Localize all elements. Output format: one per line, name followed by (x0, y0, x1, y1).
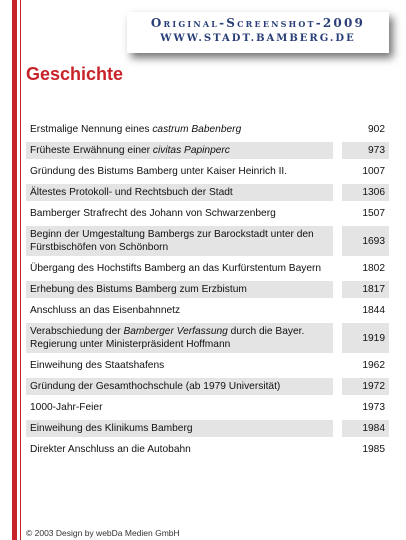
table-row (26, 357, 389, 374)
row-gap (333, 205, 342, 222)
event-emphasis: castrum Babenberg (152, 124, 242, 135)
event-cell (26, 302, 333, 319)
year-cell: 973 (342, 142, 389, 159)
row-gap (333, 184, 342, 201)
event-cell (26, 226, 333, 256)
table-row (26, 205, 389, 222)
table-row (26, 441, 389, 458)
row-gap (333, 163, 342, 180)
event-text: Einweihung des Klinikums Bamberg (30, 423, 193, 434)
table-row (26, 399, 389, 416)
year-cell: 1972 (342, 378, 389, 395)
year-cell: 1844 (362, 305, 385, 316)
event-text: Beginn der Umgestaltung Bambergs zur Barockstadt unter den Fürstbischöfen von Schönborn (30, 229, 314, 253)
table-row (26, 420, 389, 437)
year-cell: 1817 (342, 281, 389, 298)
event-text: Gründung der Gesamthochschule (ab 1979 Universität) (30, 381, 281, 392)
event-text: durch die Bayer. Regierung unter Ministerpräsident Hoffmann (30, 326, 305, 350)
event-text: Bamberger Strafrecht des Johann von Schwarzenberg (30, 208, 276, 219)
row-gap (333, 260, 342, 277)
watermark-line-1: Original-Screenshot-2009 (150, 16, 366, 30)
event-cell (26, 399, 333, 416)
event-text: Anschluss an das Eisenbahnnetz (30, 305, 181, 316)
event-cell (26, 205, 333, 222)
watermark-line-2: WWW.STADT.BAMBERG.DE (160, 33, 356, 44)
screenshot-watermark (127, 12, 389, 53)
year-cell: 1007 (362, 166, 385, 177)
event-text: Ältestes Protokoll- und Rechtsbuch der Stadt (30, 187, 233, 198)
event-cell (26, 121, 333, 138)
event-text: 1000-Jahr-Feier (30, 402, 103, 413)
row-gap (333, 226, 342, 256)
year-cell: 1693 (342, 226, 389, 256)
row-gap (333, 357, 342, 374)
table-row (26, 302, 389, 319)
table-row (26, 323, 389, 353)
event-cell (26, 163, 333, 180)
event-text: Erhebung des Bistums Bamberg zum Erzbistum (30, 284, 247, 295)
row-gap (333, 302, 342, 319)
year-cell: 1985 (362, 444, 385, 455)
table-row (26, 378, 389, 395)
event-cell (26, 378, 333, 395)
event-text: Direkter Anschluss an die Autobahn (30, 444, 191, 455)
row-gap (333, 441, 342, 458)
event-text: Verabschiedung der (30, 326, 124, 337)
event-cell (26, 441, 333, 458)
table-row (26, 226, 389, 256)
history-table-body (26, 121, 389, 458)
event-cell (26, 420, 333, 437)
table-row (26, 184, 389, 201)
left-red-line (20, 0, 21, 540)
year-cell: 1962 (362, 360, 385, 371)
page-title: Geschichte (26, 64, 124, 84)
copyright-footer: © 2003 Design by webDa Medien GmbH (26, 528, 180, 538)
event-cell (26, 281, 333, 298)
row-gap (333, 281, 342, 298)
event-cell (26, 184, 333, 201)
event-text: Einweihung des Staatshafens (30, 360, 165, 371)
year-cell: 1973 (362, 402, 385, 413)
row-gap (333, 142, 342, 159)
row-gap (333, 323, 342, 353)
year-cell: 1984 (342, 420, 389, 437)
year-cell: 1507 (362, 208, 385, 219)
row-gap (333, 420, 342, 437)
year-cell: 902 (368, 124, 385, 135)
event-text: Gründung des Bistums Bamberg unter Kaiser Heinrich II. (30, 166, 288, 177)
year-cell: 1306 (342, 184, 389, 201)
row-gap (333, 399, 342, 416)
event-text: Übergang des Hochstifts Bamberg an das Kurfürstentum Bayern (30, 263, 322, 274)
year-cell: 1802 (362, 263, 385, 274)
row-gap (333, 378, 342, 395)
year-cell: 1919 (342, 323, 389, 353)
event-cell (26, 142, 333, 159)
table-row (26, 142, 389, 159)
event-emphasis: Bamberger Verfassung (123, 326, 228, 337)
row-gap (333, 121, 342, 138)
event-emphasis: civitas Papinperc (152, 145, 230, 156)
event-text: Erstmalige Nennung eines (30, 124, 153, 135)
event-text: Früheste Erwähnung einer (30, 145, 153, 156)
table-row (26, 121, 389, 138)
table-row (26, 163, 389, 180)
event-cell (26, 323, 333, 353)
history-table (26, 117, 389, 462)
table-row (26, 260, 389, 277)
event-cell (26, 357, 333, 374)
left-red-bar (12, 0, 17, 540)
table-row (26, 281, 389, 298)
event-cell (26, 260, 333, 277)
